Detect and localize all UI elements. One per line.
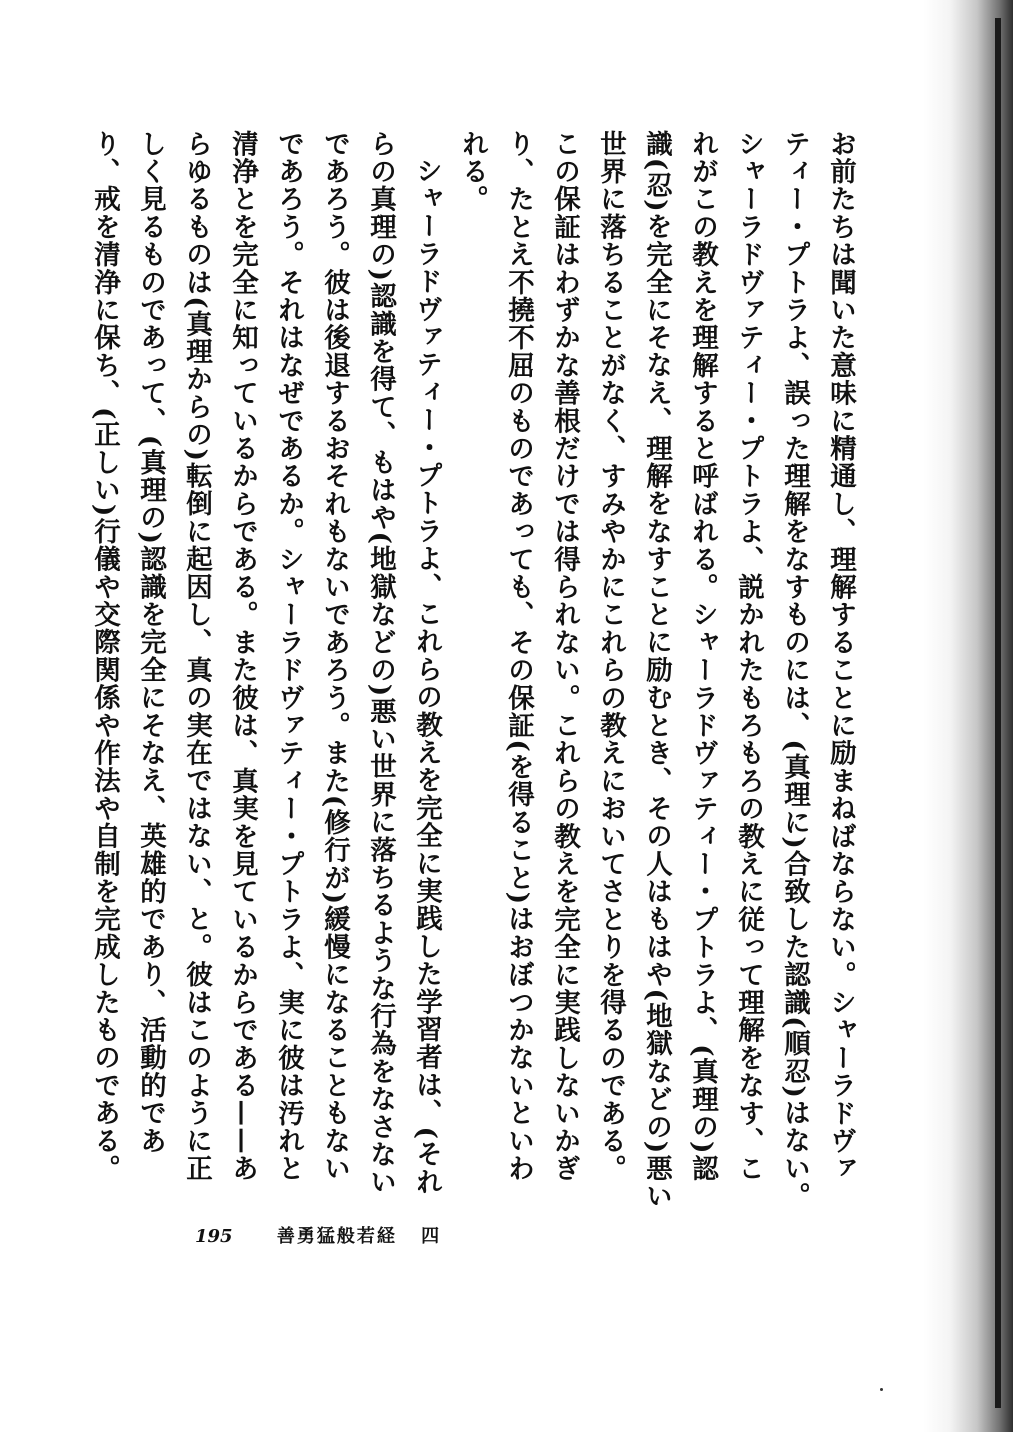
page-footer — [195, 1222, 439, 1248]
chapter-number: 四 — [421, 1226, 440, 1247]
scan-speck — [880, 1388, 883, 1391]
paragraph-1: お前たちは聞いた意味に精通し、理解することに励まねばならない。シャーラドヴァティー・プトラよ、誤った理解をなすものには、(真理に)合致した認識(順忍)はない。シャーラドヴァティー・プトラよ、説かれたもろもろの教えに従って理解をなす、これがこの教えを理解すると呼ばれる。シャーラドヴァティー・プトラよ、(真理の)認識(忍)を完全にそなえ、理解をなすことに励むとき、その人はもはや(地獄などの)悪い世界に落ちることがなく、すみやかにこれらの教えにおいてさとりを得るのである。この保証はわずかな善根だけでは得られない。これらの教えを完全に実践しないかぎり、たとえ不撓不屈のものであっても、その保証(を得ること)はおぼつかないといわれる。 — [457, 130, 856, 1210]
binding-edge-line — [995, 18, 1001, 1408]
page-number: 195 — [195, 1226, 233, 1247]
running-title: 善勇猛般若経 — [276, 1226, 397, 1247]
vertical-text-block — [81, 130, 863, 1210]
paragraph-2: シャーラドヴァティー・プトラよ、これらの教えを完全に実践した学習者は、(それらの真理の)認識を得て、もはや(地獄などの)悪い世界に落ちるような行為をなさないであろう。彼は後退するおそれもないであろう。また(修行が)緩慢になることもないであろう。それはなぜであるか。シャーラドヴァティー・プトラよ、実に彼は汚れと清浄とを完全に知っているからである。また彼は、真実を見ているからである——あらゆるものは(真理からの)転倒に起因し、真の実在ではない、と。彼はこのように正しく見るものであって、(真理の)認識を完全にそなえ、英雄的であり、活動的であり、戒を清浄に保ち、(正しい)行儀や交際関係や作法や自制を完成したものである。 — [89, 130, 442, 1197]
